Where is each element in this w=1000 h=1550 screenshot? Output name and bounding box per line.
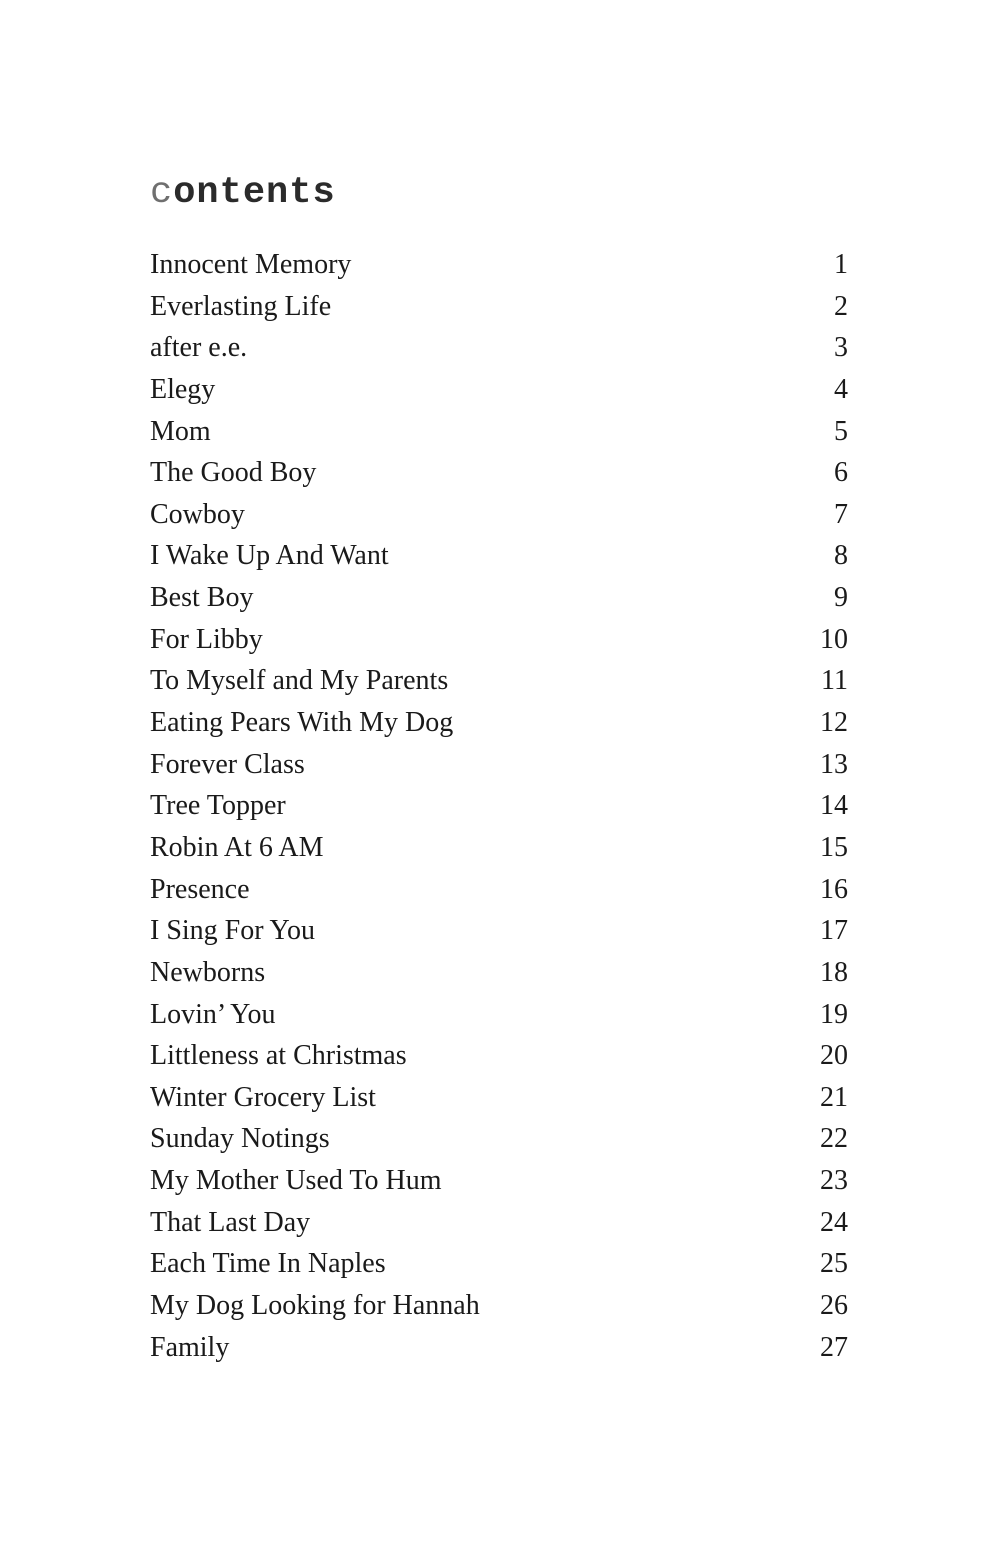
toc-entry (150, 1165, 848, 1207)
toc-entry-page-number: 5 (834, 415, 848, 447)
toc-entry (150, 1082, 848, 1124)
toc-entry-page-number: 4 (834, 373, 848, 405)
toc-entry-page-number: 1 (834, 249, 848, 280)
toc-entry-page-number: 14 (820, 790, 848, 822)
contents-heading-rest: ontents (173, 172, 336, 214)
toc-entry-page-number: 8 (834, 540, 848, 572)
toc-entry (150, 374, 848, 416)
toc-entry-page-number: 18 (820, 956, 848, 988)
toc-entry-title: Each Time In Naples (150, 1248, 386, 1280)
toc-entry-title: My Dog Looking for Hannah (150, 1290, 480, 1322)
toc-entry-page-number: 2 (834, 290, 848, 322)
toc-entry-title: My Mother Used To Hum (150, 1165, 442, 1197)
toc-entry-page-number: 26 (820, 1290, 848, 1322)
toc-entry-title: For Libby (150, 623, 263, 655)
toc-entry-title: Presence (150, 873, 250, 905)
toc-entry-title: Newborns (150, 956, 266, 988)
toc-entry (150, 416, 848, 458)
toc-entry (150, 915, 848, 957)
toc-entry-title: Sunday Notings (150, 1123, 330, 1155)
toc-entry-title: I Sing For You (150, 915, 315, 947)
table-of-contents (150, 249, 848, 1373)
toc-entry-page-number: 11 (821, 665, 848, 697)
toc-entry-title: Robin At 6 AM (150, 831, 324, 863)
toc-entry-page-number: 25 (820, 1248, 848, 1280)
toc-entry (150, 790, 848, 832)
toc-entry-title: Littleness at Christmas (150, 1040, 407, 1072)
toc-entry (150, 707, 848, 749)
toc-entry-title: Cowboy (150, 498, 245, 530)
toc-entry-page-number: 19 (820, 998, 848, 1030)
toc-entry-title: Tree Topper (150, 790, 286, 822)
toc-entry-page-number: 6 (834, 457, 848, 489)
toc-entry-title: The Good Boy (150, 457, 317, 489)
toc-entry-title: Family (150, 1331, 230, 1363)
toc-entry-title: Everlasting Life (150, 290, 332, 322)
toc-entry-title: I Wake Up And Want (150, 540, 389, 572)
toc-entry-title: That Last Day (150, 1206, 311, 1238)
toc-entry (150, 1207, 848, 1249)
toc-entry-title: Innocent Memory (150, 249, 352, 280)
toc-entry-page-number: 10 (820, 623, 848, 655)
toc-entry-title: Forever Class (150, 748, 305, 780)
toc-entry-title: after e.e. (150, 332, 248, 364)
toc-entry (150, 249, 848, 291)
toc-entry-title: Lovin’ You (150, 998, 276, 1030)
toc-entry-page-number: 21 (820, 1081, 848, 1113)
toc-entry (150, 582, 848, 624)
toc-entry (150, 999, 848, 1041)
toc-entry (150, 1123, 848, 1165)
toc-entry (150, 499, 848, 541)
toc-entry-title: Winter Grocery List (150, 1081, 376, 1113)
toc-entry (150, 291, 848, 333)
toc-entry-page-number: 12 (820, 707, 848, 739)
toc-entry-title: Elegy (150, 373, 216, 405)
toc-entry-page-number: 9 (834, 582, 848, 614)
toc-entry-page-number: 27 (820, 1331, 848, 1363)
toc-entry (150, 1248, 848, 1290)
toc-entry (150, 624, 848, 666)
toc-entry (150, 749, 848, 791)
toc-entry (150, 1290, 848, 1332)
toc-entry (150, 1040, 848, 1082)
toc-entry (150, 874, 848, 916)
toc-entry (150, 957, 848, 999)
toc-entry-page-number: 7 (834, 498, 848, 530)
toc-entry-title: To Myself and My Parents (150, 665, 449, 697)
toc-entry-page-number: 20 (820, 1040, 848, 1072)
toc-entry-page-number: 24 (820, 1206, 848, 1238)
toc-entry-title: Best Boy (150, 582, 254, 614)
toc-entry (150, 1332, 848, 1374)
toc-entry-page-number: 16 (820, 873, 848, 905)
toc-entry (150, 832, 848, 874)
toc-entry-page-number: 15 (820, 831, 848, 863)
toc-entry-page-number: 13 (820, 748, 848, 780)
toc-entry-page-number: 23 (820, 1165, 848, 1197)
toc-entry-title: Mom (150, 415, 211, 447)
toc-entry (150, 457, 848, 499)
toc-entry-page-number: 22 (820, 1123, 848, 1155)
toc-entry (150, 665, 848, 707)
toc-entry-page-number: 3 (834, 332, 848, 364)
contents-heading-initial: c (150, 172, 174, 214)
toc-entry (150, 332, 848, 374)
toc-entry-page-number: 17 (820, 915, 848, 947)
contents-heading (150, 168, 336, 218)
toc-entry-title: Eating Pears With My Dog (150, 707, 454, 739)
toc-entry (150, 540, 848, 582)
